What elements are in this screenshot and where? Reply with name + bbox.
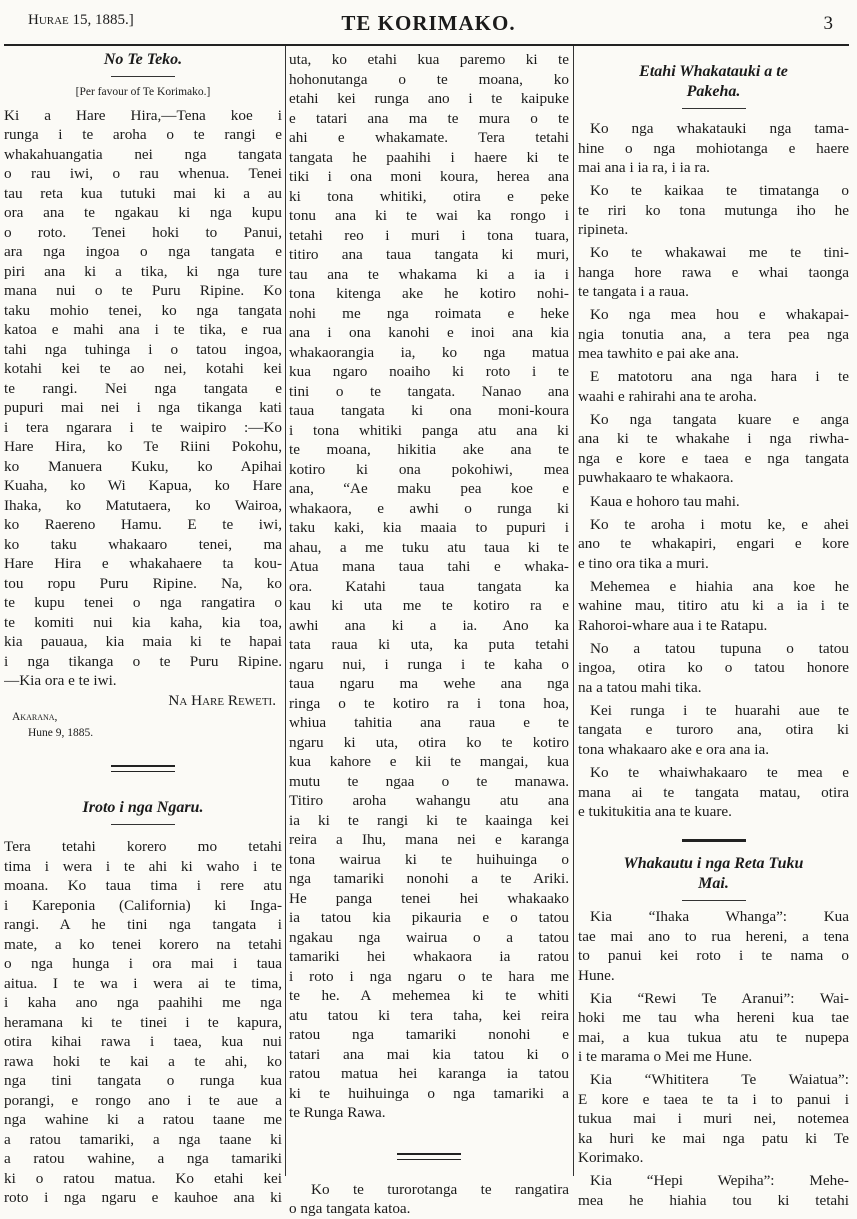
text-line: e tatari ana ma te mura o te <box>289 109 569 127</box>
text-line: ko Manuera Kuku, ko Apihai <box>4 457 282 475</box>
text-line: Hune. <box>578 966 615 984</box>
text-line: ahi e whakamate. Tera tetahi <box>289 129 569 146</box>
heading-line: Etahi Whakatauki a te <box>639 63 788 80</box>
text-line: taku mohio tenei, ko nga tangata <box>4 301 282 319</box>
text-line: tata raua ki uta, ka puta tetahi <box>289 636 569 653</box>
text-line: ana, “Ae maku pea koe e <box>289 480 569 497</box>
text-line: te rangi. Nei nga tangata e <box>4 379 282 397</box>
paragraph <box>578 181 849 240</box>
text-line: tahi nga tuhinga i o tatou ingoa, <box>4 340 282 358</box>
paragraph <box>578 492 849 512</box>
text-line: ki o ratou matua. Ko etahi kei <box>4 1169 282 1187</box>
closing-note <box>289 1180 569 1219</box>
text-line: wahine mau, titiro atu ki a ia i te <box>578 597 849 615</box>
short-rule <box>682 900 746 901</box>
letter-place: Akarana, <box>12 711 58 723</box>
text-line: te moana, hikitia ake ana te <box>289 441 569 458</box>
text-line: tona whakaaro ake e ora ana ia. <box>578 740 770 758</box>
text-line: Kei runga i te huarahi aue te <box>590 701 849 719</box>
text-line: ana ki te whakahe i nga riwha- <box>578 430 849 448</box>
text-line: mai, a kua tukua atu te nupepa <box>578 1028 849 1046</box>
text-line: tiki i ona moni koura, herea ana <box>289 168 569 185</box>
text-line: ia tatou kia pikauria e o tatou <box>289 909 569 926</box>
text-line: kua kahore e kii te mangai, kua <box>289 753 569 770</box>
letter-date: Hune 9, 1885. <box>28 727 94 739</box>
text-line: Ko te turorotanga te rangatira <box>311 1180 569 1198</box>
text-line: o rau iwi, o rau whenua. Tenei <box>4 165 282 182</box>
text-line: ripineta. <box>578 221 629 239</box>
paragraph <box>578 1070 849 1168</box>
text-line: ko taku whakaaro tenei, ma <box>4 535 282 553</box>
replies-list <box>578 907 849 1210</box>
paragraph <box>578 305 849 364</box>
text-line: ingoa, otira ko o tatou honore <box>578 659 849 677</box>
text-line: heramana ki te tinei i te kapura, <box>4 1013 282 1031</box>
paragraph <box>578 410 849 488</box>
text-line: Ko nga whakatauki nga tama- <box>590 120 849 137</box>
column-2 <box>289 50 569 1219</box>
text-line: Kuaha, ko Wi Kapua, ko Hare <box>4 477 282 494</box>
text-line: nga e kore e taea e nga tangata <box>578 449 849 467</box>
text-line: i Kareponia (California) ki Inga- <box>4 896 282 914</box>
text-line: ora ana te ngakau ki nga kupu <box>4 204 282 221</box>
text-line: tonu ana ki te wai ka rongo i <box>289 207 569 224</box>
text-line: Ko te whaiwhakaaro te mea e <box>590 764 849 782</box>
masthead-rule <box>4 44 849 46</box>
text-line: nga tini tangata o runga kua <box>4 1072 282 1089</box>
text-line: whakaorangia ia, ko nga matua <box>289 343 569 361</box>
text-line: hanga hore rawa e whai taonga <box>578 263 849 281</box>
text-line: ngaru nui, i runga i te kaha o <box>289 655 569 673</box>
text-line: hohonutanga o te moana, ko <box>289 70 569 88</box>
article-note: [Per favour of Te Korimako.] <box>75 86 211 98</box>
text-line: Ko te kaikaa te timatanga o <box>590 182 849 200</box>
text-line: He panga tenei hei whakaako <box>289 889 569 907</box>
text-line: ratou nga tamariki nonohi e <box>289 1026 569 1043</box>
text-line: Ko nga tangata kuare e anga <box>590 410 849 428</box>
text-line: mea he hiahia tou ki tetahi <box>578 1191 849 1209</box>
text-line: tou ropu Puru Ripine. Na, ko <box>4 574 282 592</box>
text-line: i kaha ano nga paahihi me nga <box>4 994 282 1011</box>
text-line: e tino ora tika a muri. <box>578 554 709 572</box>
paragraph <box>578 701 849 760</box>
paragraph <box>578 639 849 698</box>
text-line: whakaora, e awhi o runga ki <box>289 499 569 517</box>
text-line: ki tona whitiki, otira e peke <box>289 187 569 205</box>
text-line: ngia tonutia ana, a tera pea nga <box>578 325 849 343</box>
text-line: roto i nga ngaru e kauhoe ana ki <box>4 1189 282 1206</box>
paragraph <box>578 577 849 636</box>
heading-line: Whakautu i nga Reta Tuku <box>623 855 804 873</box>
text-line: ara nga ingoa o nga tangata e <box>4 243 282 260</box>
text-line: i roto i nga ngaru o te hara me <box>289 967 569 985</box>
text-line: kia pauaua, kia maia ki te hapai <box>4 633 282 650</box>
text-line: kua ngaro noaiho ki roto i te <box>289 363 569 380</box>
text-line: No a tatou tupuna o tatou <box>590 639 849 657</box>
text-line: ana i ona kanohi e inoi ana kia <box>289 324 569 341</box>
text-line: mutu te ngaa o te manawa. <box>289 772 569 790</box>
text-line: ahau, a me tuku atu taua ki te <box>289 538 569 556</box>
text-line: Kaua e hohoro tau mahi. <box>590 492 740 510</box>
text-line: kau ki uta me te kotiro ra e <box>289 597 569 614</box>
text-line: taua ngaru ma wehe ana nga <box>289 675 569 692</box>
text-line: ki te huihuinga o nga tamariki a <box>289 1084 569 1102</box>
text-line: tangata he paahihi i haere ki te <box>289 148 569 166</box>
issue-date: Hurae 15, 1885.] <box>28 12 134 28</box>
text-line: ringa o te kotiro ra i tona hoa, <box>289 694 569 712</box>
text-line: etahi kei runga ano i te kaipuke <box>289 90 569 107</box>
text-line: tamariki hei whakaora ia ratou <box>289 948 569 965</box>
paragraph <box>578 243 849 302</box>
text-line: puwhakaaro te whakaora. <box>578 469 734 487</box>
text-line: Rahoroi-whare aua i te Ratapu. <box>578 616 768 634</box>
text-line: Mehemea e hiahia ana koe he <box>590 577 849 595</box>
text-line: rawa hoki te kai a te ahi, ko <box>4 1052 282 1070</box>
text-line: porangi, e rongo ano i te aue a <box>4 1091 282 1109</box>
text-line: awhi ana ki a ia. Ano ka <box>289 616 569 634</box>
text-line: tangata e turoro ana, otira ki <box>578 721 849 739</box>
text-line: mea tawhito e pai ake ana. <box>578 345 740 363</box>
text-line: hine o nga mohiotanga e haere <box>578 139 849 157</box>
text-line: rangi. A he tini nga tangata i <box>4 916 282 933</box>
proverbs-heading <box>578 62 849 102</box>
text-line: ngaru ki uta, otira ko te kotiro <box>289 733 569 751</box>
replies-heading <box>578 854 849 894</box>
newspaper-title: TE KORIMAKO. <box>341 11 516 35</box>
text-line: a ratou wahine, a nga tamariki <box>4 1150 282 1167</box>
text-line: E matotoru ana nga hara i te <box>590 368 849 386</box>
text-line: Hare Hira, ko Te Riini Pokohu, <box>4 438 282 455</box>
text-line: a ratou tamariki, a nga taane ki <box>4 1130 282 1148</box>
text-line: reira a Ihu, mana nei e karanga <box>289 831 569 848</box>
section-rule <box>397 1153 461 1160</box>
text-line: Ki a Hare Hira,—Tena koe i <box>4 106 282 124</box>
text-line: te he. A mehemea ki te whiti <box>289 987 569 1004</box>
text-line: tona kitenga ake he kotiro nohi- <box>289 285 569 302</box>
text-line: mai ana i ia ra, i ia ra. <box>578 159 710 176</box>
text-line: Hare Hira e whakahaere ta kou- <box>4 555 282 572</box>
text-line: te kupu tenei o nga rangatira o <box>4 594 282 611</box>
text-line: tau ana te whakama ki a ia i <box>289 265 569 283</box>
text-line: titiro ana taua tangata ki muri, <box>289 246 569 263</box>
text-line: tae mai ano to rua hereni, a tena <box>578 927 849 945</box>
text-line: E kore e taea te ta i to panui i <box>578 1090 849 1108</box>
text-line: te komiti nui kia kaha, kia toa, <box>4 613 282 631</box>
story-continued <box>289 50 569 1123</box>
text-line: Ko te aroha i motu ke, e ahei <box>590 515 849 533</box>
text-line: tatari ana mai kia tatou ki o <box>289 1045 569 1063</box>
text-line: ratou matua hei karanga ia tatou <box>289 1065 569 1082</box>
text-line: mana nui o te Puru Ripine. Ko <box>4 282 282 299</box>
page-number: 3 <box>823 13 833 34</box>
text-line: ora. Katahi taua tangata ka <box>289 577 569 595</box>
article-heading: Iroto i nga Ngaru. <box>82 799 204 816</box>
text-line: Ko te whakawai me te tini- <box>590 244 849 262</box>
text-line: tetahi reo i muri i tona tuara, <box>289 226 569 244</box>
text-line: ko Raereno Hamu. E te iwi, <box>4 516 282 533</box>
column-divider <box>573 46 574 1176</box>
text-line: Kia “Ihaka Whanga”: Kua <box>590 908 849 926</box>
text-line: Tera tetahi korero mo tetahi <box>4 838 282 855</box>
text-line: Kia “Hepi Wepiha”: Mehe- <box>590 1172 849 1190</box>
text-line: kotiro ki ona pokohiwi, mea <box>289 460 569 478</box>
paragraph <box>578 763 849 822</box>
text-line: ka huri ke mai nga patu ki Te <box>578 1129 849 1147</box>
text-line: te Runga Rawa. <box>289 1104 386 1121</box>
short-rule <box>111 824 175 825</box>
paragraph <box>578 119 849 178</box>
text-line: nga tamariki nonohi a te Ariki. <box>289 870 569 887</box>
text-line: aitua. I te wa i wera ai te tima, <box>4 974 282 992</box>
text-line: na a tatou mahi tika. <box>578 678 702 696</box>
text-line: e tukitukitia ana te kuare. <box>578 803 732 821</box>
text-line: waahi e rahirahi ana te aroha. <box>578 387 757 405</box>
text-line: otira kihai rawa i taea, kua nui <box>4 1033 282 1050</box>
text-line: Ko nga mea hou e whakapai- <box>590 306 849 324</box>
story-body <box>4 837 282 1208</box>
text-line: o nga hunga i ora mai i taua <box>4 955 282 972</box>
text-line: piri ana ki a tika, ki nga ture <box>4 262 282 280</box>
text-line: whiua tahitia ana raua e te <box>289 714 569 731</box>
text-line: Titiro aroha wahangu atu ana <box>289 792 569 809</box>
paragraph <box>578 907 849 985</box>
paragraph <box>578 367 849 406</box>
text-line: ano te whakapiri, engari e kore <box>578 535 849 553</box>
text-line: uta, ko etahi kua paremo ki te <box>289 51 569 68</box>
letter-body <box>4 106 282 691</box>
text-line: pupuri mai nei i nga tikanga kati <box>4 399 282 416</box>
column-divider <box>285 46 286 1176</box>
text-line: i tona whitiki panga atu ana ki <box>289 421 569 439</box>
text-line: i te marama o Mei me Hune. <box>578 1048 753 1066</box>
heading-line: Mai. <box>698 875 729 893</box>
text-line: i nga tikanga o te Puru Ripine. <box>4 652 282 670</box>
text-line: mate, a ko tenei korero na tetahi <box>4 935 282 953</box>
text-line: taua tangata ki ona moni-koura <box>289 402 569 419</box>
text-line: mana ai te tangata matau, otira <box>578 783 849 801</box>
heading-line: Pakeha. <box>686 83 741 100</box>
text-line: Kia “Rewi Te Aranui”: Wai- <box>590 989 849 1007</box>
text-line: katoa e mahi ana i te tika, e rua <box>4 321 282 338</box>
text-line: Korimako. <box>578 1149 644 1167</box>
paragraph <box>578 515 849 574</box>
text-line: atu tatou ki tera taha, kei reira <box>289 1006 569 1024</box>
text-line: tini o te tangata. Nanao ana <box>289 382 569 400</box>
text-line: tau reta kua tutuki mai ki a au <box>4 184 282 202</box>
text-line: Ihaka, ko Matutaera, ko Wairoa, <box>4 496 282 514</box>
letter-signature: Na Hare Reweti. <box>168 691 276 709</box>
text-line: i tera ngarara i te waipiro :—Ko <box>4 418 282 436</box>
column-1 <box>4 48 282 1208</box>
column-3 <box>578 62 849 1214</box>
text-line: te riri ko tona mutunga iho he <box>578 201 849 219</box>
text-line: tona wairua ki te huihuinga o <box>289 850 569 868</box>
text-line: nga wahine ki a ratou taane me <box>4 1111 282 1128</box>
text-line: ngakau nga wairua o a tatou <box>289 928 569 946</box>
text-line: o roto. Tenei hoki to Panui, <box>4 223 282 241</box>
text-line: hoki me tau wha hereni kua tae <box>578 1009 849 1027</box>
proverbs-list <box>578 119 849 822</box>
text-line: whakahuangatia nei nga tangata <box>4 145 282 163</box>
masthead <box>0 0 857 44</box>
text-line: to panui kei roto i te nama o <box>578 947 849 965</box>
text-line: o nga tangata katoa. <box>289 1200 411 1217</box>
section-rule <box>111 765 175 772</box>
short-rule <box>111 76 175 77</box>
text-line: tima i wera i te ahi ki waho i te <box>4 857 282 875</box>
text-line: runga i te aroha o te rangi e <box>4 126 282 143</box>
text-line: te tangata i a raua. <box>578 283 689 301</box>
article-heading: No Te Teko. <box>103 51 183 68</box>
text-line: tukua mai i muri nei, notemea <box>578 1110 849 1128</box>
text-line: —Kia ora e te iwi. <box>4 672 117 689</box>
text-line: kotahi kei te ao nei, kotahi kei <box>4 360 282 377</box>
text-line: Atua mana taua tahi e whaka- <box>289 558 569 575</box>
paragraph <box>578 1171 849 1210</box>
text-line: ia ki te rangi ki te kaainga kei <box>289 811 569 829</box>
short-rule <box>682 108 746 109</box>
text-line: nohi me nga roimata e heke <box>289 304 569 322</box>
text-line: Kia “Whititera Te Waiatua”: <box>590 1071 849 1089</box>
text-line: taku kaki, kia maaia to pupuri i <box>289 519 569 536</box>
paragraph <box>578 989 849 1067</box>
text-line: moana. Ko taua tima i rere atu <box>4 877 282 894</box>
